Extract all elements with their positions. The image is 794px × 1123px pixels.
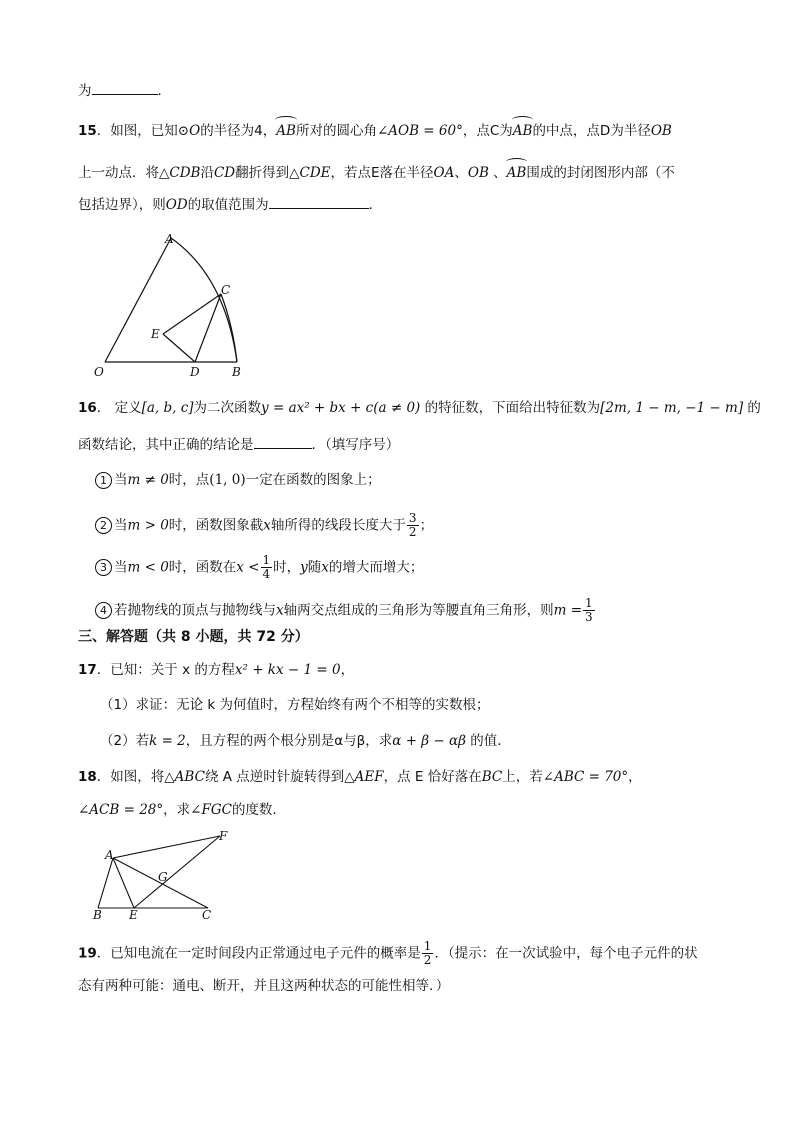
q16-line1: 16． 定义[a, b, c]为二次函数y = ax² + bx + c(a ≠ 0) 的特征数，下面给出特征数为[2m, 1 − m, −1 − m] 的 (78, 400, 761, 416)
q15-line1: 15．如图，已知⊙O的半径为4，AB所对的圆心角∠AOB = 60°，点C为AB的中点，点D为半径OB (78, 117, 672, 141)
fraction-1-2: $\frac{1}{2}$ (423, 939, 432, 967)
q18-line1: 18．如图，将△ABC绕 A 点逆时针旋转得到△AEF，点 E 恰好落在BC上，若∠ABC = 70°， (78, 769, 642, 785)
segment-ab (98, 858, 113, 908)
answer-blank (269, 194, 369, 209)
label-b: B (93, 908, 102, 922)
label-f: F (219, 829, 228, 843)
label-g: G (158, 870, 168, 884)
q15-line2: 上一动点．将△CDB沿CD翻折得到△CDE，若点E落在半径OA、OB 、AB围成的封闭图形内部（不 (78, 159, 675, 183)
arc-ab: AB (513, 117, 533, 141)
q16-line2: 函数结论，其中正确的结论是 ．（填写序号） (78, 434, 399, 455)
q18-line2: ∠ACB = 28°，求∠FGC的度数． (78, 802, 286, 818)
q16-option-1: 1 当m ≠ 0时，点(1, 0)一定在函数的图象上； (95, 470, 381, 490)
q19-line2: 态有两种可能：通电、断开，并且这两种状态的可能性相等．） (78, 978, 450, 994)
segment-cd (195, 294, 221, 362)
answer-blank (92, 80, 158, 95)
q17-line1: 17．已知：关于 x 的方程x² + kx − 1 = 0， (78, 662, 355, 678)
fraction-1-3: $\frac{1}{3}$ (585, 596, 593, 624)
label-b: B (232, 365, 241, 379)
arc-cb-inner (221, 294, 237, 362)
q17-part1: （1）求证：无论 k 为何值时，方程始终有两个不相等的实数根； (100, 697, 490, 713)
arc-ab: AB (276, 117, 296, 141)
arc-ab: AB (507, 159, 527, 183)
label-o: O (94, 365, 104, 379)
segment-af (113, 836, 220, 858)
label-e: E (151, 327, 160, 341)
segment-ce (163, 294, 221, 334)
q18-figure (88, 826, 238, 922)
q19-line1: 19．已知电流在一定时间段内正常通过电子元件的概率是 $\frac{1}{2}$ ．（提示：在一次试验中，每个电子元件的状 (78, 939, 698, 967)
label-c: C (221, 283, 231, 297)
q16-option-4: 4 若抛物线的顶点与抛物线与x轴两交点组成的三角形为等腰直角三角形，则m = $\frac{1}{3}$ (95, 597, 596, 624)
section-heading: 三、解答题（共 8 小题，共 72 分） (78, 629, 309, 645)
label-e: E (129, 908, 138, 922)
segment-ed (163, 334, 195, 362)
previous-question-tail: 为 ． (78, 80, 171, 101)
label-c: C (202, 908, 212, 922)
arc-ab-curve (171, 238, 237, 362)
segment-oa (105, 238, 171, 362)
label-a: A (105, 848, 114, 862)
q17-part2: （2）若k = 2，且方程的两个根分别是α与β，求α + β − αβ 的值． (100, 733, 511, 749)
q16-option-2: 2 当m > 0时，函数图象截x轴所得的线段长度大于 $\frac{3}{2}$ ； (95, 512, 433, 539)
q16-option-3: 3 当m < 0时，函数在x < $\frac{1}{4}$ 时，y随x的增大而增大； (95, 554, 423, 581)
q15-line3: 包括边界），则OD的取值范围为 ． (78, 194, 382, 215)
label-d: D (190, 365, 200, 379)
fraction-3-2: $\frac{3}{2}$ (408, 511, 417, 539)
answer-blank (254, 434, 312, 449)
segment-ae (113, 858, 134, 908)
segment-ef (134, 836, 220, 908)
label-a: A (165, 232, 174, 246)
q15-figure (85, 226, 255, 382)
fraction-1-4: $\frac{1}{4}$ (262, 553, 271, 581)
